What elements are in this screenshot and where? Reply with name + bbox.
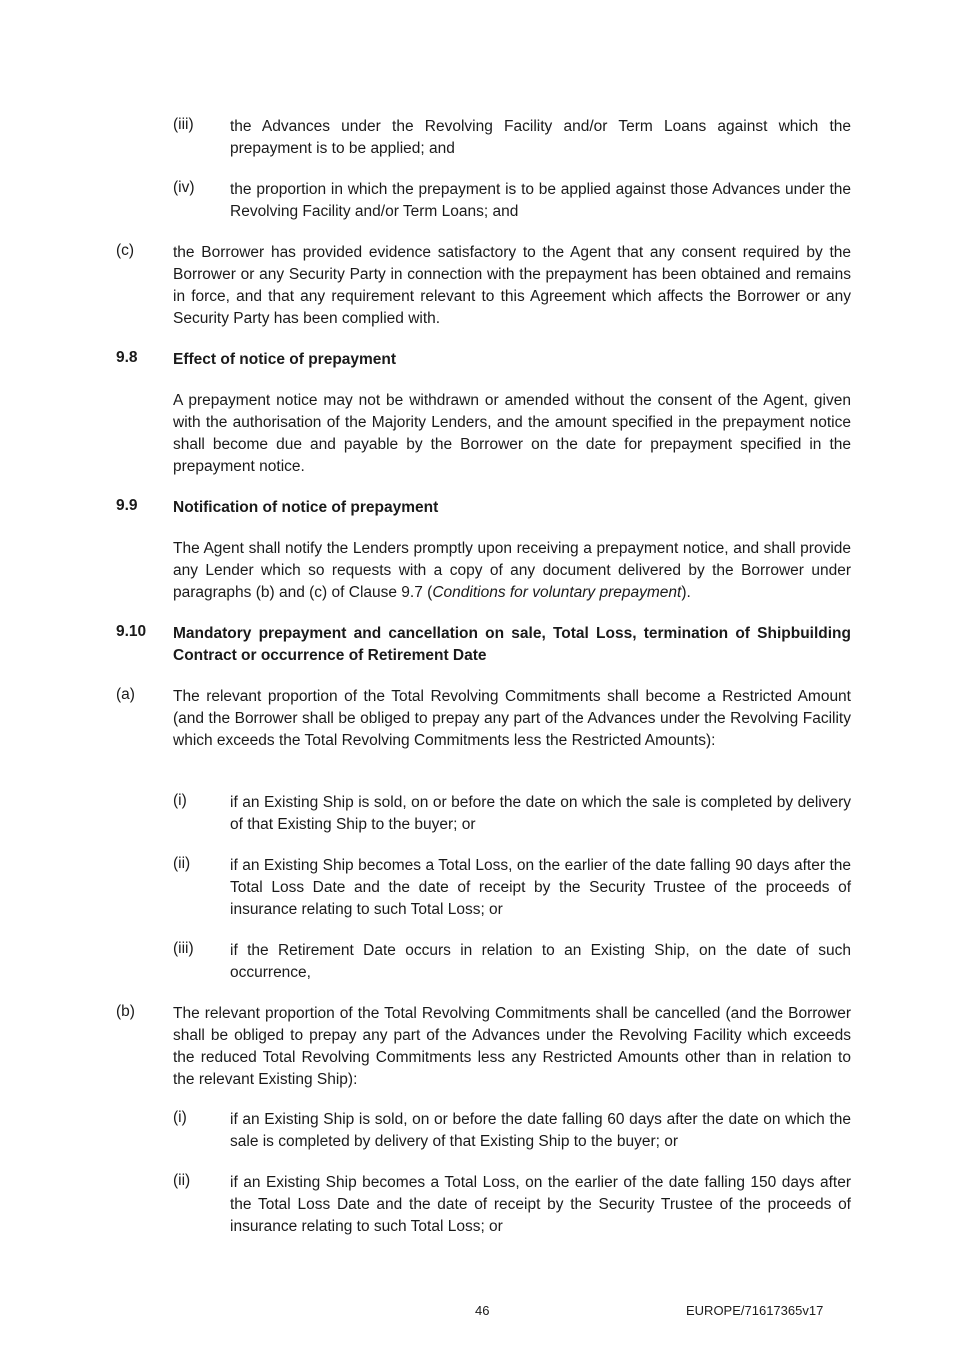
clause-number: (iii) — [173, 116, 194, 133]
clause-number: (c) — [116, 242, 135, 259]
page-number: 46 — [475, 1303, 490, 1318]
clause-reference-title: Conditions for voluntary prepayment — [432, 584, 682, 601]
paragraph-text: A prepayment notice may not be withdrawn or amended without the consent of the Agent, given with the authorisation of the Majority Lenders, and the amount specified in the prepayment notice shall become due and payable by the Borrower on the date for prepayment specified in the prepayment notice. — [173, 392, 851, 475]
clause-number: (i) — [173, 1109, 187, 1126]
paragraph-text — [173, 538, 851, 604]
paragraph-text-tail: ). — [681, 584, 691, 601]
clause-number: (i) — [173, 792, 187, 809]
document-reference: EUROPE/71617365v17 — [686, 1303, 824, 1318]
clause-text: The relevant proportion of the Total Revolving Commitments shall become a Restricted Amount (and the Borrower shall be obliged to prepay any part of the Advances under the Revolving Facility which exceeds the Total Revolving Commitments less the Restricted Amounts): — [173, 688, 851, 749]
clause-text: if an Existing Ship becomes a Total Loss, on the earlier of the date falling 90 days after the Total Loss Date and the date of receipt by the Security Trustee of the proceeds of insurance relating to such Total Loss; or — [230, 857, 851, 918]
section-title: Mandatory prepayment and cancellation on sale, Total Loss, termination of Shipbuilding Contract or occurrence of Retirement Date — [173, 625, 851, 664]
clause-text: The relevant proportion of the Total Revolving Commitments shall be cancelled (and the Borrower shall be obliged to prepay any part of the Advances under the Revolving Facility which exceeds the reduced Total Revolving Commitments less any Restricted Amounts other than in relation to the relevant Existing Ship): — [173, 1005, 851, 1088]
clause-number: (a) — [116, 686, 135, 703]
section-number: 9.9 — [116, 497, 138, 514]
clause-number: (ii) — [173, 1172, 191, 1189]
clause-text: the Borrower has provided evidence satisfactory to the Agent that any consent required by the Borrower or any Security Party in connection with the prepayment has been obtained and remains in force, and that any requirement relevant to this Agreement which affects the Borrower or any Security Party has been complied with. — [173, 244, 851, 327]
paragraph-text-main: The Agent shall notify the Lenders promptly upon receiving a prepayment notice, and shall provide any Lender which so requests with a copy of any document delivered by the Borrower under paragraphs (b) and (c) of Clause 9.7 ( — [173, 540, 851, 601]
section-number: 9.10 — [116, 623, 147, 640]
clause-text: the Advances under the Revolving Facility and/or Term Loans against which the prepayment is to be applied; and — [230, 118, 851, 157]
clause-text: if an Existing Ship becomes a Total Loss, on the earlier of the date falling 150 days after the Total Loss Date and the date of receipt by the Security Trustee of the proceeds of insurance relating to such Total Loss; or — [230, 1174, 851, 1235]
section-title: Notification of notice of prepayment — [173, 499, 439, 516]
section-number: 9.8 — [116, 349, 138, 366]
clause-text: the proportion in which the prepayment is to be applied against those Advances under the Revolving Facility and/or Term Loans; and — [230, 181, 851, 220]
clause-number: (ii) — [173, 855, 191, 872]
clause-number: (b) — [116, 1003, 135, 1020]
section-title: Effect of notice of prepayment — [173, 351, 397, 368]
clause-number: (iii) — [173, 940, 194, 957]
clause-number: (iv) — [173, 179, 195, 196]
clause-text: if an Existing Ship is sold, on or before the date falling 60 days after the date on which the sale is completed by delivery of that Existing Ship to the buyer; or — [230, 1111, 851, 1150]
clause-text: if the Retirement Date occurs in relation to an Existing Ship, on the date of such occurrence, — [230, 942, 851, 981]
clause-text: if an Existing Ship is sold, on or before the date on which the sale is completed by delivery of that Existing Ship to the buyer; or — [230, 794, 851, 833]
